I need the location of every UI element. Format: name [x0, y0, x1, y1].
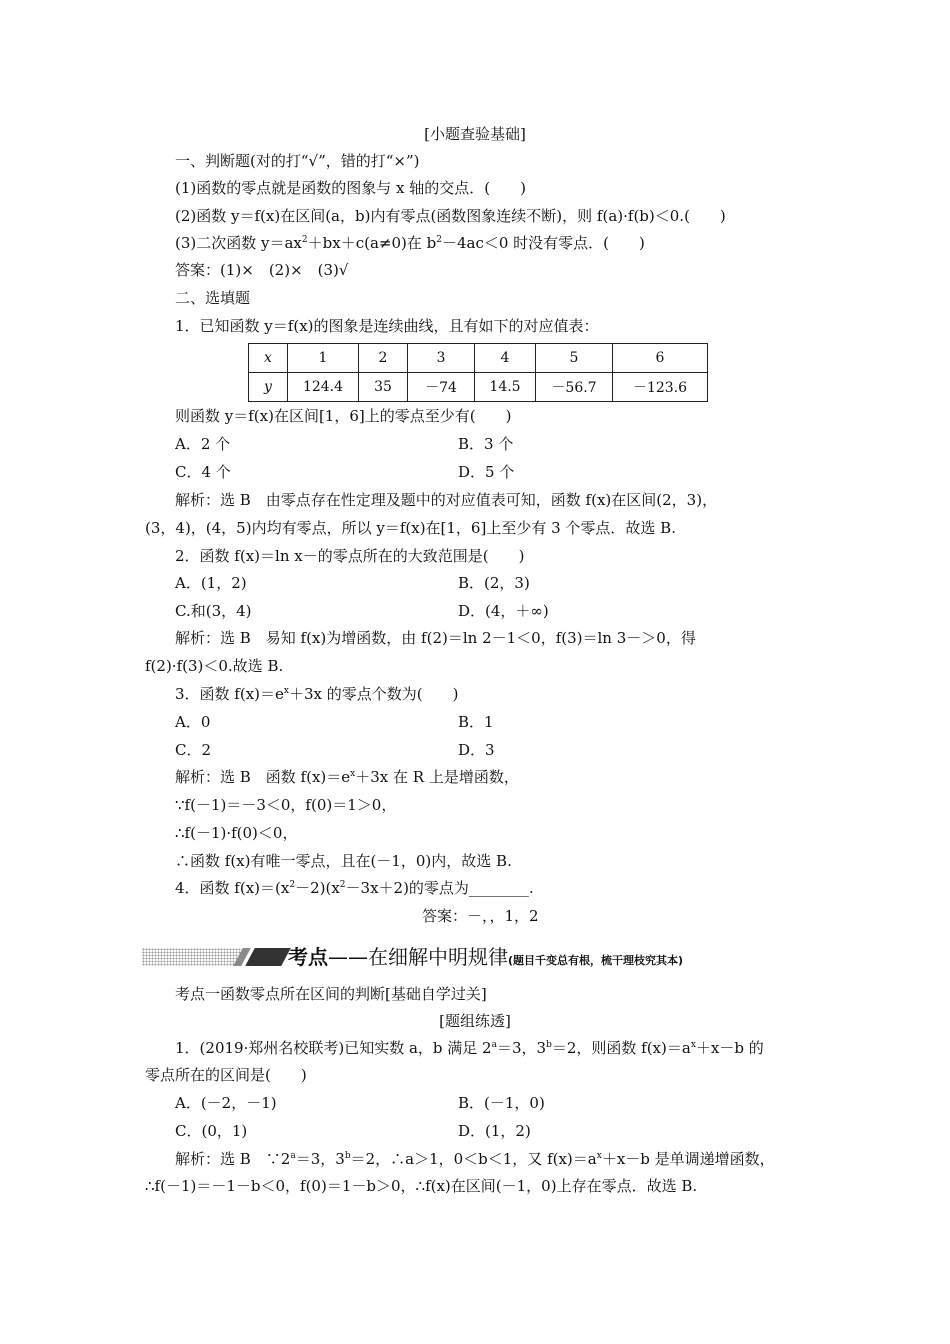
option-b: B．3 个 — [458, 435, 514, 453]
heading-choice: 二、选填题 — [175, 289, 251, 307]
topic-subtitle: [题组练透] — [439, 1012, 511, 1030]
dot-pattern-decoration — [142, 948, 242, 966]
option-a: A．(1，2) — [175, 574, 247, 592]
table-cell: 4 — [475, 344, 536, 373]
judgement-answer: 答案：(1)× (2)× (3)√ — [175, 261, 349, 279]
table-cell: －74 — [408, 373, 475, 402]
option-c: C．2 — [175, 741, 212, 759]
option-a: A．0 — [175, 713, 211, 731]
option-b: B．(－1，0) — [458, 1094, 545, 1112]
option-c: C．(0，1) — [175, 1122, 248, 1140]
option-c: C.和(3，4) — [175, 602, 252, 620]
table-cell: x — [249, 344, 288, 373]
table-cell: 35 — [359, 373, 408, 402]
option-b: B．(2，3) — [458, 574, 530, 592]
solution-text: ∴函数 f(x)有唯一零点，且在(－1，0)内，故选 B. — [175, 852, 512, 870]
solution-text: 解析：选 B 由零点存在性定理及题中的对应值表可知，函数 f(x)在区间(2，3)， — [175, 491, 718, 509]
solution-text: 解析：选 B 函数 $f(x)=e^x+3x$ 在 R 上是增函数， — [175, 768, 519, 786]
section-title: [小题查验基础] — [424, 125, 526, 143]
judgement-item-1: (1)函数的零点就是函数的图象与 x 轴的交点．( ) — [175, 179, 526, 197]
solution-text: (3，4)，(4，5)内均有零点，所以 y＝f(x)在[1，6]上至少有 3 个零点．故选 B. — [145, 519, 676, 537]
option-d: D．5 个 — [458, 463, 515, 481]
option-d: D．(1，2) — [458, 1122, 531, 1140]
table-cell: －56.7 — [536, 373, 613, 402]
table-cell: 5 — [536, 344, 613, 373]
option-a: A．(－2，－1) — [175, 1094, 277, 1112]
solution-text: ∵f(－1)＝－3＜0，f(0)＝1＞0， — [175, 796, 397, 814]
option-d: D．3 — [458, 741, 495, 759]
slant-bar-decoration — [245, 948, 291, 966]
option-d: D．(4，＋∞) — [458, 602, 549, 620]
value-table — [248, 343, 708, 402]
banner-title: 考点——在细解中明规律(题目千变总有根，梳干理枝究其本) — [288, 945, 684, 969]
question-stem: 零点所在的区间是( ) — [145, 1066, 307, 1084]
heading-judgement: 一、判断题(对的打“√”，错的打“×”) — [175, 152, 420, 170]
question-3-stem: 3．函数 $f(x)=e^x+3x$ 的零点个数为( ) — [175, 685, 459, 703]
option-b: B．1 — [458, 713, 494, 731]
topic-title: 考点一函数零点所在区间的判断[基础自学过关] — [175, 985, 487, 1003]
table-cell: 3 — [408, 344, 475, 373]
question-1-ask: 则函数 y＝f(x)在区间[1，6]上的零点至少有( ) — [175, 407, 512, 425]
option-a: A．2 个 — [175, 435, 231, 453]
question-2-stem: 2．函数 f(x)＝ln x－的零点所在的大致范围是( ) — [175, 547, 525, 565]
option-c: C．4 个 — [175, 463, 231, 481]
solution-text: ∴f(－1)＝－1－b＜0，f(0)＝1－b＞0，∴f(x)在区间(－1，0)上存在零点．故选 B. — [145, 1177, 698, 1195]
table-row — [249, 344, 708, 373]
question-1-stem: 1．已知函数 y＝f(x)的图象是连续曲线，且有如下的对应值表： — [175, 317, 599, 335]
question-stem: 1．(2019·郑州名校联考)已知实数 a，b 满足 $2^a=3$，$3^b=2$，则函数 $f(x)=a^x+x-b$ 的 — [175, 1039, 764, 1057]
section-banner — [142, 944, 812, 970]
judgement-item-2: (2)函数 y＝f(x)在区间(a，b)内有零点(函数图象连续不断)，则 f(a)·f(b)＜0.( ) — [175, 207, 726, 225]
judgement-item-3: (3)二次函数 $y=ax^2+bx+c(a\ne 0)$在 $b^2-4ac<0$ 时没有零点．( ) — [175, 234, 645, 252]
table-cell: 6 — [613, 344, 708, 373]
question-4-answer: 答案：－，，1，2 — [422, 907, 539, 925]
table-cell: 2 — [359, 344, 408, 373]
solution-text: 解析：选 B $\because 2^a=3$，$3^b=2$，∴a＞1，0＜b＜1，又 $f(x)=a^x+x-b$ 是单调递增函数， — [175, 1150, 775, 1168]
table-cell: 14.5 — [475, 373, 536, 402]
table-cell: y — [249, 373, 288, 402]
table-cell: －123.6 — [613, 373, 708, 402]
table-row — [249, 373, 708, 402]
solution-text: 解析：选 B 易知 f(x)为增函数，由 f(2)＝ln 2－1＜0，f(3)＝ln 3－＞0，得 — [175, 629, 696, 647]
table-cell: 124.4 — [288, 373, 359, 402]
table-cell: 1 — [288, 344, 359, 373]
question-4-stem: 4．函数 $f(x)=(x^2-2)(x^2-3x+2)$的零点为________. — [175, 879, 534, 897]
solution-text: ∴f(－1)·f(0)＜0， — [175, 824, 298, 842]
solution-text: f(2)·f(3)＜0.故选 B. — [145, 657, 284, 675]
